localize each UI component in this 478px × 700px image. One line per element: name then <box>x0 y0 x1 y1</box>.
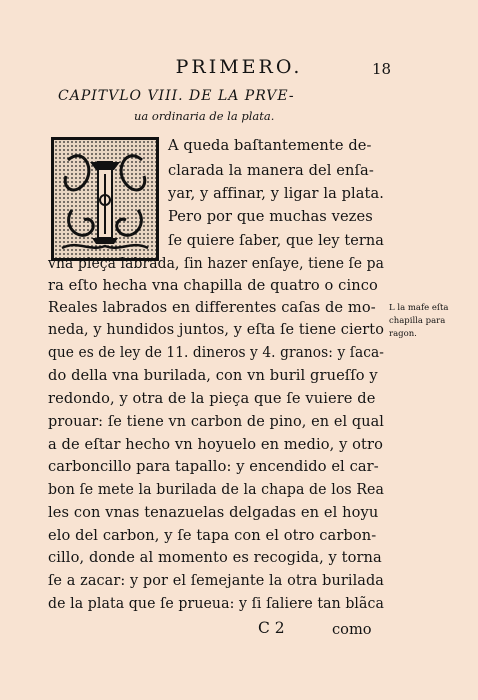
marginal-note-line: L la mafe eſta <box>389 303 449 313</box>
text-line: neda, y hundidos juntos, y eſta ſe tiene cierto <box>48 321 384 338</box>
text-line: ſe a zacar: y por el ſemejante la otra burilada <box>48 572 384 589</box>
text-line: vna pieça labrada, ſin hazer enſaye, tiene ſe pa <box>48 255 384 272</box>
text-line: ra eſto hecha vna chapilla de quatro o cinco <box>48 277 378 294</box>
text-line: bon ſe mete la burilada de la chapa de los Rea <box>48 481 384 498</box>
text-line: elo del carbon, y ſe tapa con el otro carbon- <box>48 527 377 544</box>
running-head: PRIMERO. <box>175 56 303 78</box>
text-line: les con vnas tenazuelas delgadas en el hoyu <box>48 504 379 521</box>
chapter-heading-line-2: ua ordinaria de la plata. <box>134 109 275 123</box>
signature-mark: C 2 <box>258 619 285 637</box>
chapter-heading-line-1: CAPITVLO VIII. DE LA PRVE- <box>58 88 295 104</box>
marginal-note-line: chapilla para <box>389 316 446 326</box>
text-line: Pero por que muchas vezes <box>168 208 373 225</box>
text-line: carboncillo para tapallo: y encendido el car- <box>48 458 379 475</box>
text-line: Reales labrados en differentes caſas de mo- <box>48 299 376 316</box>
decorated-initial-a <box>51 137 159 261</box>
text-line: cillo, donde al momento es recogida, y torna <box>48 549 382 566</box>
text-line: yar, y affinar, y ligar la plata. <box>168 185 384 202</box>
text-line: do della vna burilada, con vn buril grueſſo y <box>48 367 378 384</box>
text-line: prouar: ſe tiene vn carbon de pino, en el qual <box>48 413 384 430</box>
text-line: clarada la manera del enſa- <box>168 162 374 179</box>
marginal-note-line: ragon. <box>389 329 417 339</box>
text-line: redondo, y otra de la pieça que ſe vuiere de <box>48 390 376 407</box>
page-number: 18 <box>372 60 392 78</box>
text-line: ſe quiere ſaber, que ley terna <box>168 232 384 249</box>
text-line: que es de ley de 11. dineros y 4. granos: y ſaca- <box>48 344 384 361</box>
marginal-note <box>389 302 449 341</box>
text-line: a de eſtar hecho vn hoyuelo en medio, y otro <box>48 436 383 453</box>
text-line: de la plata que ſe prueua: y ſi ſaliere tan blãca <box>48 595 384 612</box>
text-line: A queda baſtantemente de- <box>168 137 372 154</box>
catchword: como <box>332 621 372 638</box>
